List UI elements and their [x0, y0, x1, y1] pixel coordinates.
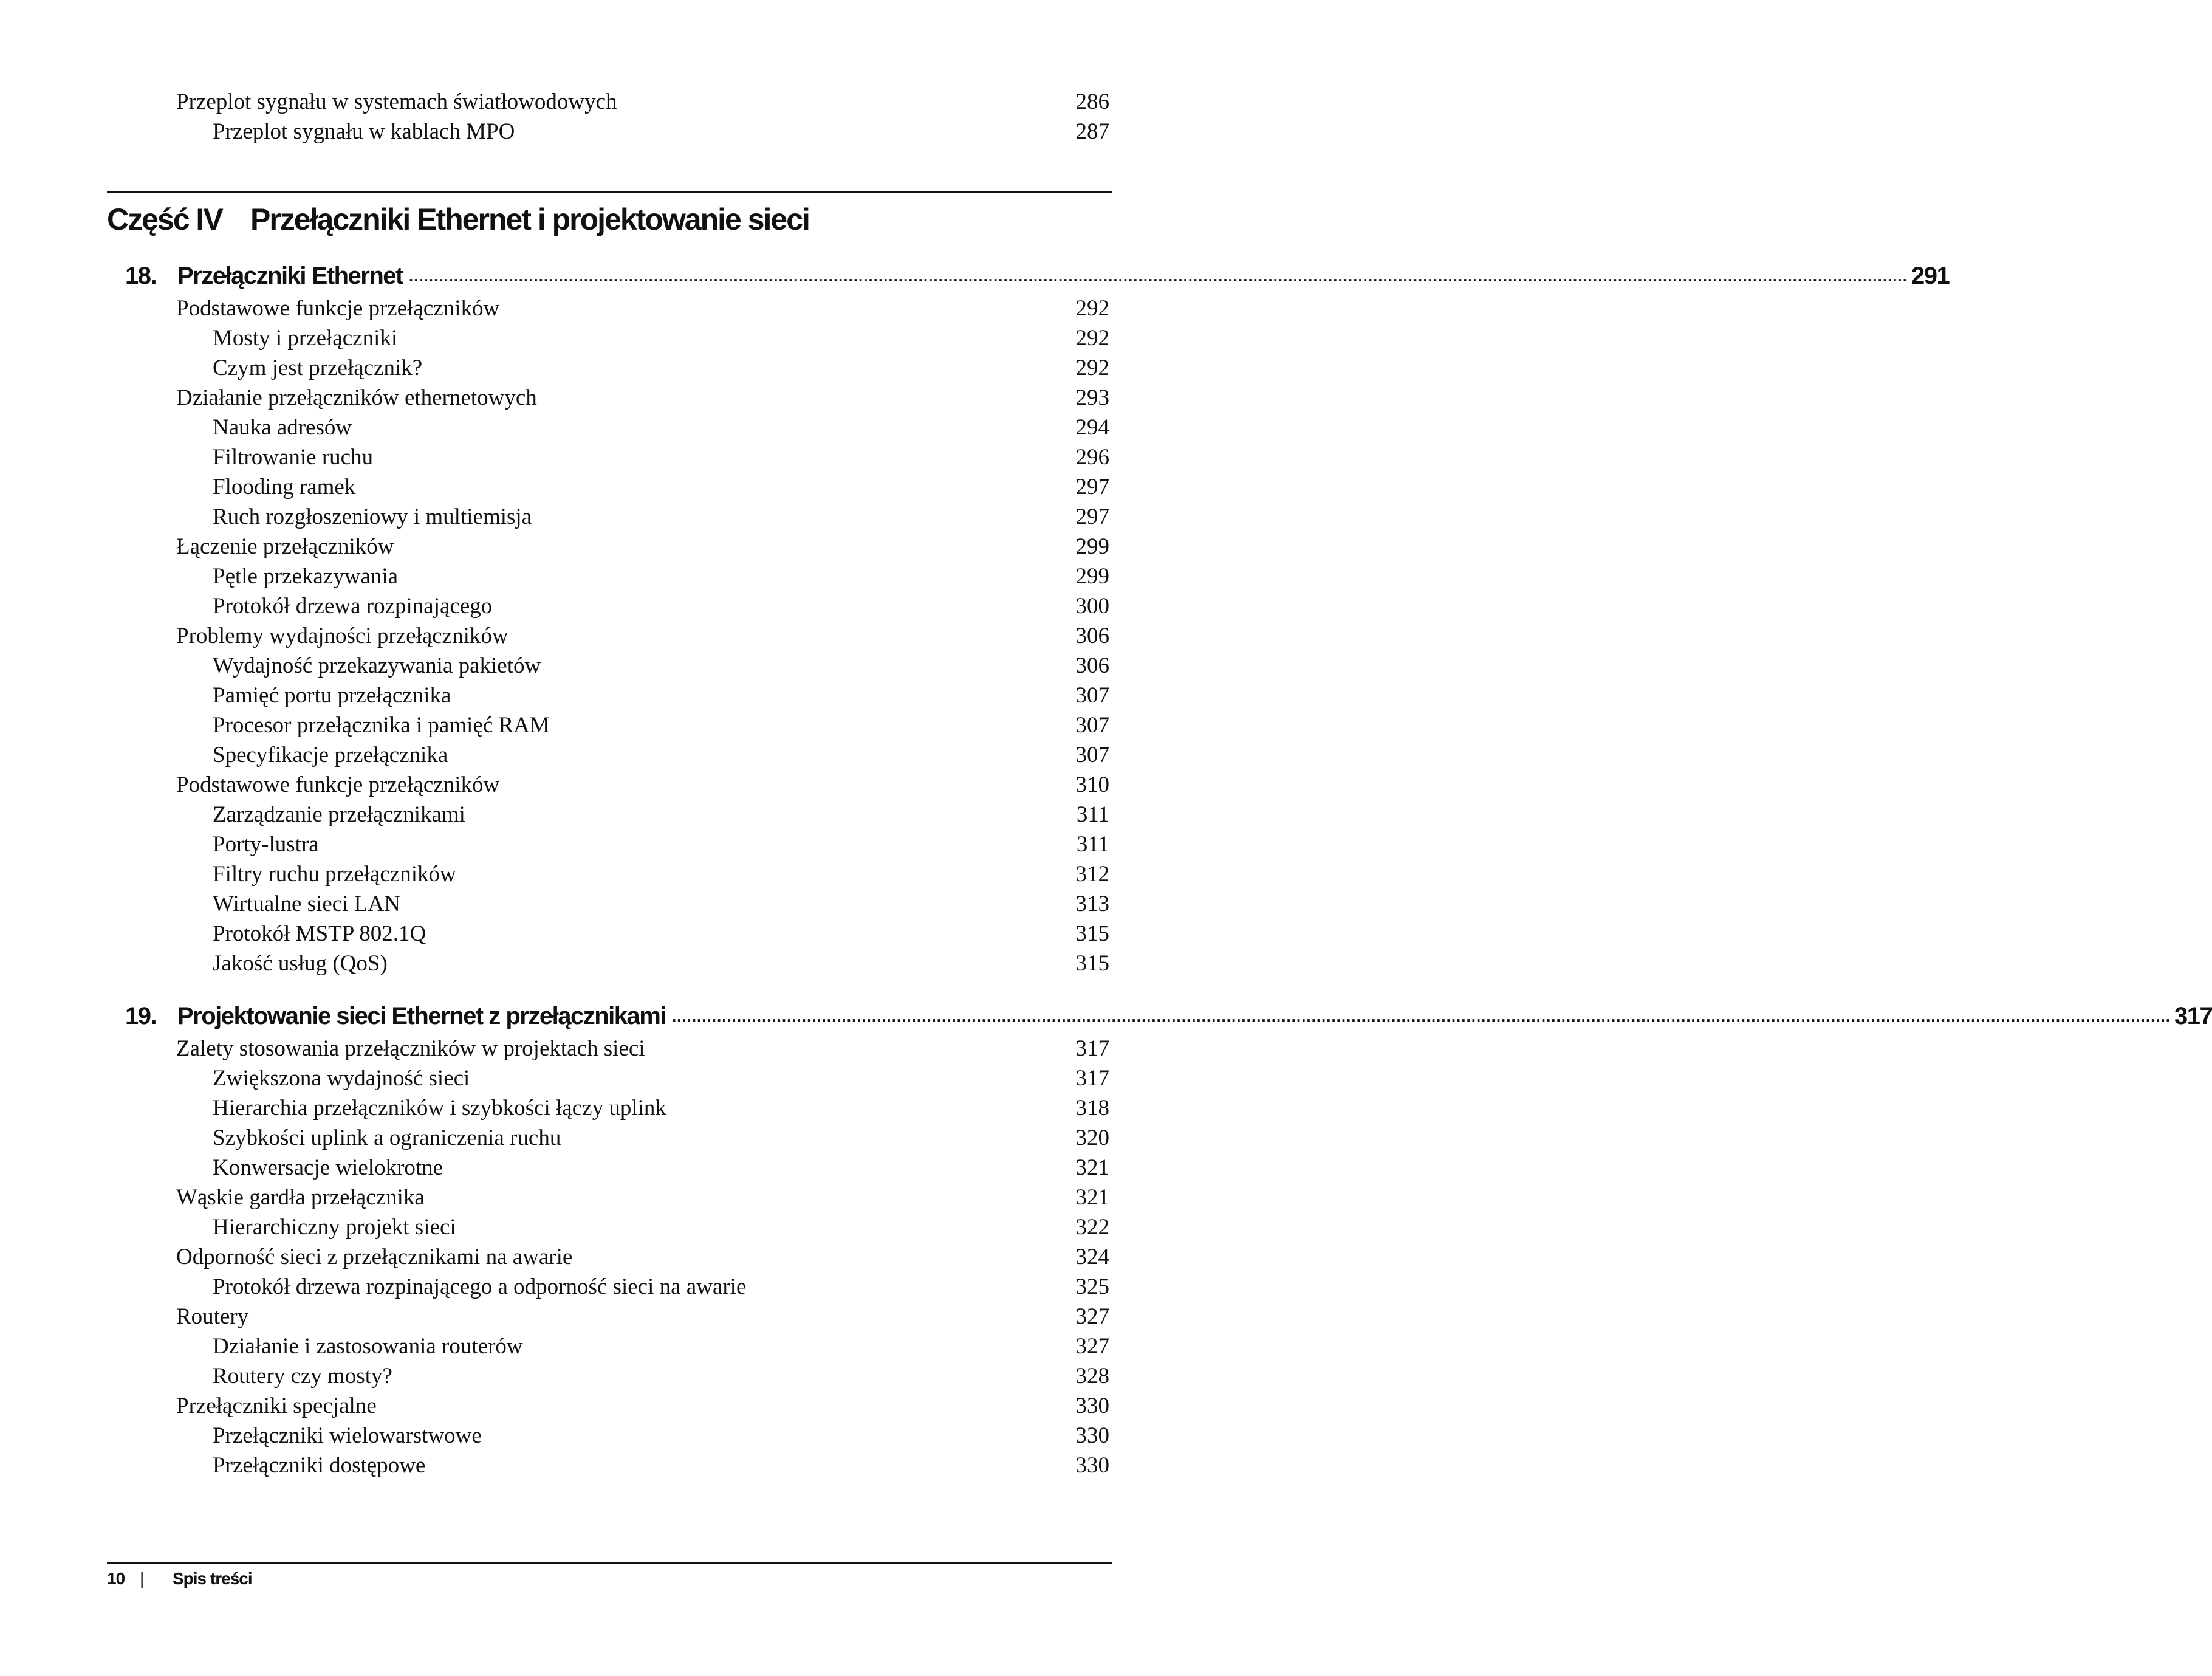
toc-entry	[0, 1242, 1128, 1272]
chapter-title-line	[177, 1001, 2212, 1031]
toc-entry-title: Protokół drzewa rozpinającego a odporność sieci na awarie	[213, 1274, 747, 1299]
toc-entry-page: 307	[1075, 743, 1109, 768]
toc-entry-page: 306	[1075, 653, 1109, 678]
toc-entry-page: 307	[1075, 683, 1109, 708]
toc-entry-page: 325	[1075, 1274, 1109, 1299]
toc-entry-page: 330	[1075, 1393, 1109, 1418]
toc-entry	[0, 889, 1128, 919]
toc-entry	[0, 770, 1128, 800]
toc-entry-title: Czym jest przełącznik?	[213, 355, 423, 380]
toc-entry-title: Flooding ramek	[213, 475, 356, 500]
part-heading	[107, 198, 809, 241]
toc-entry-page: 287	[1075, 119, 1109, 144]
toc-entry	[0, 1063, 1128, 1093]
part-title: Przełączniki Ethernet i projektowanie sieci	[250, 202, 809, 236]
toc-entry-title: Pętle przekazywania	[213, 564, 399, 589]
toc-entry-page: 317	[1075, 1066, 1109, 1091]
toc-entry-page: 327	[1075, 1334, 1109, 1359]
toc-entry-title: Działanie przełączników ethernetowych	[176, 385, 537, 410]
toc-entry	[0, 1421, 1128, 1451]
toc-entry-title: Pamięć portu przełącznika	[213, 683, 451, 708]
toc-entry-title: Wydajność przekazywania pakietów	[213, 653, 541, 678]
chapter-page: 291	[1911, 263, 1950, 289]
chapter-number: 19.	[125, 1003, 157, 1029]
page-footer	[107, 1569, 252, 1588]
toc-entry	[0, 413, 1128, 442]
toc-entry	[0, 591, 1128, 621]
toc-entry-title: Odporność sieci z przełącznikami na awarie	[176, 1245, 573, 1269]
toc-entry-page: 330	[1075, 1423, 1109, 1448]
toc-entry	[0, 1391, 1128, 1421]
footer-section: Spis treści	[173, 1569, 252, 1588]
toc-entry	[0, 1212, 1128, 1242]
toc-entry-page: 307	[1075, 713, 1109, 738]
toc-entry-title: Szybkości uplink a ograniczenia ruchu	[213, 1125, 561, 1150]
toc-entry-page: 310	[1075, 772, 1109, 797]
toc-entry	[0, 681, 1128, 710]
toc-entry-title: Mosty i przełączniki	[213, 326, 398, 351]
chapter-title: Projektowanie sieci Ethernet z przełącznikami	[177, 1003, 666, 1029]
toc-entry-title: Przełączniki wielowarstwowe	[213, 1423, 482, 1448]
toc-entry-title: Podstawowe funkcje przełączników	[176, 296, 500, 321]
toc-entry-title: Routery czy mosty?	[213, 1364, 392, 1389]
toc-entry-page: 317	[1075, 1036, 1109, 1061]
toc-entry-page: 324	[1075, 1245, 1109, 1269]
toc-entry	[0, 1272, 1128, 1302]
toc-entry	[0, 562, 1128, 591]
toc-entry-title: Problemy wydajności przełączników	[176, 623, 508, 648]
toc-entry-page: 330	[1075, 1453, 1109, 1478]
toc-entry-title: Łączenie przełączników	[176, 534, 394, 559]
toc-entry	[0, 651, 1128, 681]
toc-entry-page: 297	[1075, 504, 1109, 529]
toc-entry-title: Hierarchiczny projekt sieci	[213, 1215, 456, 1240]
chapter-title: Przełączniki Ethernet	[177, 263, 403, 289]
toc-entry	[0, 294, 1128, 323]
toc-entry-title: Procesor przełącznika i pamięć RAM	[213, 713, 550, 738]
toc-entry-title: Hierarchia przełączników i szybkości łączy uplink	[213, 1096, 666, 1121]
toc-entry-page: 315	[1075, 921, 1109, 946]
toc-entry-page: 293	[1075, 385, 1109, 410]
part-divider	[107, 191, 1112, 193]
toc-entry	[0, 621, 1128, 651]
toc-entry-title: Przeplot sygnału w systemach światłowodowych	[176, 89, 617, 114]
toc-entry	[0, 117, 1128, 146]
toc-entry-title: Działanie i zastosowania routerów	[213, 1334, 523, 1359]
footer-divider	[107, 1562, 1112, 1564]
toc-entry	[0, 472, 1128, 502]
toc-entry-page: 311	[1076, 832, 1109, 857]
toc-entry-title: Wirtualne sieci LAN	[213, 891, 400, 916]
chapter-page: 317	[2174, 1003, 2212, 1029]
toc-entry-page: 322	[1075, 1215, 1109, 1240]
toc-entry	[0, 919, 1128, 949]
toc-entry	[0, 383, 1128, 413]
toc-entry-title: Porty-lustra	[213, 832, 319, 857]
toc-entry	[0, 829, 1128, 859]
toc-entry-title: Jakość usług (QoS)	[213, 951, 388, 976]
toc-entry-title: Zalety stosowania przełączników w projektach sieci	[176, 1036, 645, 1061]
chapter-heading	[0, 1001, 2212, 1031]
toc-entry-title: Zwiększona wydajność sieci	[213, 1066, 470, 1091]
toc-entry	[0, 1451, 1128, 1480]
toc-entry-page: 292	[1075, 355, 1109, 380]
part-number: Część IV	[107, 202, 222, 236]
toc-entry-title: Podstawowe funkcje przełączników	[176, 772, 500, 797]
toc-entry	[0, 949, 1128, 978]
toc-entry-page: 311	[1076, 802, 1109, 827]
toc-entry	[0, 710, 1128, 740]
toc-entry	[0, 1093, 1128, 1123]
toc-entry-title: Ruch rozgłoszeniowy i multiemisja	[213, 504, 532, 529]
toc-entry	[0, 1153, 1128, 1183]
toc-entry-title: Przełączniki specjalne	[176, 1393, 377, 1418]
toc-entry-title: Zarządzanie przełącznikami	[213, 802, 465, 827]
toc-entry-title: Przełączniki dostępowe	[213, 1453, 426, 1478]
toc-entry-page: 321	[1075, 1185, 1109, 1210]
toc-entry-page: 299	[1075, 534, 1109, 559]
toc-entry	[0, 800, 1128, 829]
toc-entry	[0, 87, 1128, 117]
toc-entry-title: Protokół drzewa rozpinającego	[213, 594, 493, 619]
toc-entry-page: 294	[1075, 415, 1109, 440]
chapter-number: 18.	[125, 263, 157, 289]
chapter-heading	[0, 261, 1950, 291]
toc-entry-page: 286	[1075, 89, 1109, 114]
toc-entry-title: Filtry ruchu przełączników	[213, 862, 456, 887]
toc-entry-page: 297	[1075, 475, 1109, 500]
toc-entry-page: 327	[1075, 1304, 1109, 1329]
dot-leader: ............................................................................................................................................................................................................................................................................................................	[408, 267, 1908, 285]
toc-entry-title: Nauka adresów	[213, 415, 352, 440]
footer-separator: |	[140, 1569, 144, 1588]
toc-entry	[0, 1331, 1128, 1361]
toc-entry	[0, 323, 1128, 353]
toc-entry-page: 300	[1075, 594, 1109, 619]
toc-entry-title: Protokół MSTP 802.1Q	[213, 921, 426, 946]
toc-entry-title: Filtrowanie ruchu	[213, 445, 374, 470]
toc-entry-page: 312	[1075, 862, 1109, 887]
toc-entry-title: Routery	[176, 1304, 249, 1329]
toc-entry-title: Wąskie gardła przełącznika	[176, 1185, 425, 1210]
toc-entry	[0, 859, 1128, 889]
chapter-title-line	[177, 261, 1950, 291]
toc-entry-page: 320	[1075, 1125, 1109, 1150]
toc-entry	[0, 1183, 1128, 1212]
toc-entry	[0, 502, 1128, 532]
toc-entry-page: 292	[1075, 296, 1109, 321]
toc-entry-page: 299	[1075, 564, 1109, 589]
toc-entry	[0, 1361, 1128, 1391]
footer-page-number: 10	[107, 1569, 125, 1588]
toc-entry	[0, 353, 1128, 383]
toc-entry-page: 318	[1075, 1096, 1109, 1121]
toc-entry	[0, 1302, 1128, 1331]
toc-entry-title: Konwersacje wielokrotne	[213, 1155, 443, 1180]
toc-entry	[0, 1034, 1128, 1063]
toc-entry-page: 313	[1075, 891, 1109, 916]
toc-entry-page: 321	[1075, 1155, 1109, 1180]
toc-entry-page: 315	[1075, 951, 1109, 976]
toc-entry-page: 328	[1075, 1364, 1109, 1389]
toc-entry	[0, 442, 1128, 472]
toc-entry-page: 292	[1075, 326, 1109, 351]
toc-entry-title: Specyfikacje przełącznika	[213, 743, 448, 768]
toc-entry-title: Przeplot sygnału w kablach MPO	[213, 119, 515, 144]
toc-entry	[0, 1123, 1128, 1153]
dot-leader: ............................................................................................................................................................................................................................................................................................................	[671, 1007, 2171, 1025]
toc-entry	[0, 532, 1128, 562]
toc-entry-page: 296	[1075, 445, 1109, 470]
toc-entry-page: 306	[1075, 623, 1109, 648]
toc-entry	[0, 740, 1128, 770]
